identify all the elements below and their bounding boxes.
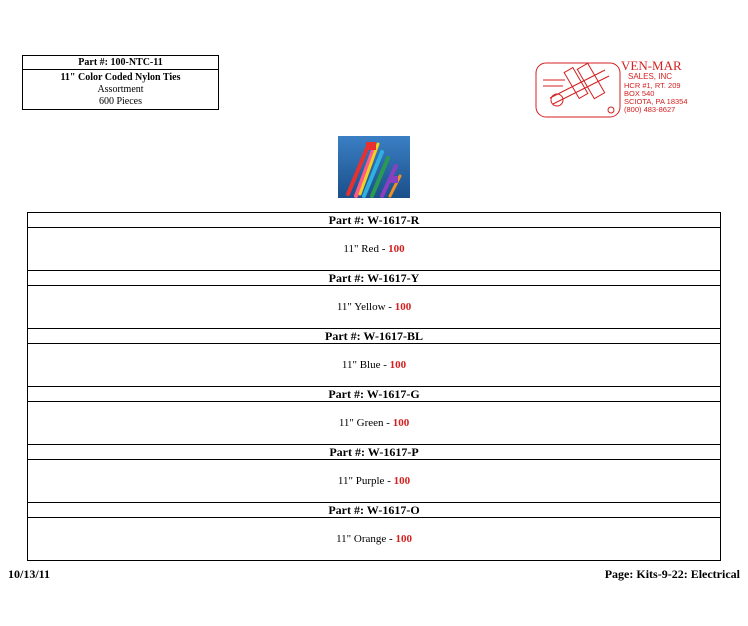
part-number-header: Part #: W-1617-BL [28,329,720,344]
parts-table [27,212,721,561]
quantity: 100 [394,301,412,313]
kit-description [23,70,218,108]
quantity: 100 [392,417,410,429]
quantity: 100 [388,243,405,255]
part-description-row: 11" Blue - 100 [28,344,720,387]
kit-title: 11" Color Coded Nylon Ties [60,72,181,83]
kit-info-box [22,55,219,110]
kit-piece-count: 600 Pieces [98,96,143,107]
part-description-row: 11" Orange - 100 [336,533,412,545]
part-number-header: Part #: W-1617-G [28,387,720,402]
logo-line5: (800) 483-8627 [624,105,676,114]
venmar-logo [535,58,715,120]
quantity: 100 [393,475,411,487]
part-number-header: Part #: W-1617-O [28,503,720,518]
logo-line4: SCIOTA, PA 18354 [624,97,688,106]
kit-assortment: Assortment [97,84,144,95]
footer-date: 10/13/11 [8,567,51,581]
part-description-row: 11" Red - 100 [28,228,720,271]
part-number-header: Part #: W-1617-R [28,213,720,228]
part-description-row: 11" Purple - 100 [28,460,720,503]
nylon-ties-photo [338,136,410,198]
logo-line1: SALES, INC [628,72,673,81]
logo-line2: HCR #1, RT. 209 [624,81,681,90]
logo-line3: BOX 540 [624,89,655,98]
part-description-row: 11" Yellow - 100 [28,286,720,329]
part-number-header: Part #: W-1617-Y [28,271,720,286]
quantity: 100 [389,359,407,371]
logo-name: VEN-MAR [621,58,682,73]
footer-page: Page: Kits-9-22: Electrical [604,567,740,581]
part-description-row: 11" Green - 100 [28,402,720,445]
part-number-header: Part #: W-1617-P [28,445,720,460]
kit-part-number: Part #: 100-NTC-11 [23,56,218,70]
quantity: 100 [395,533,412,545]
